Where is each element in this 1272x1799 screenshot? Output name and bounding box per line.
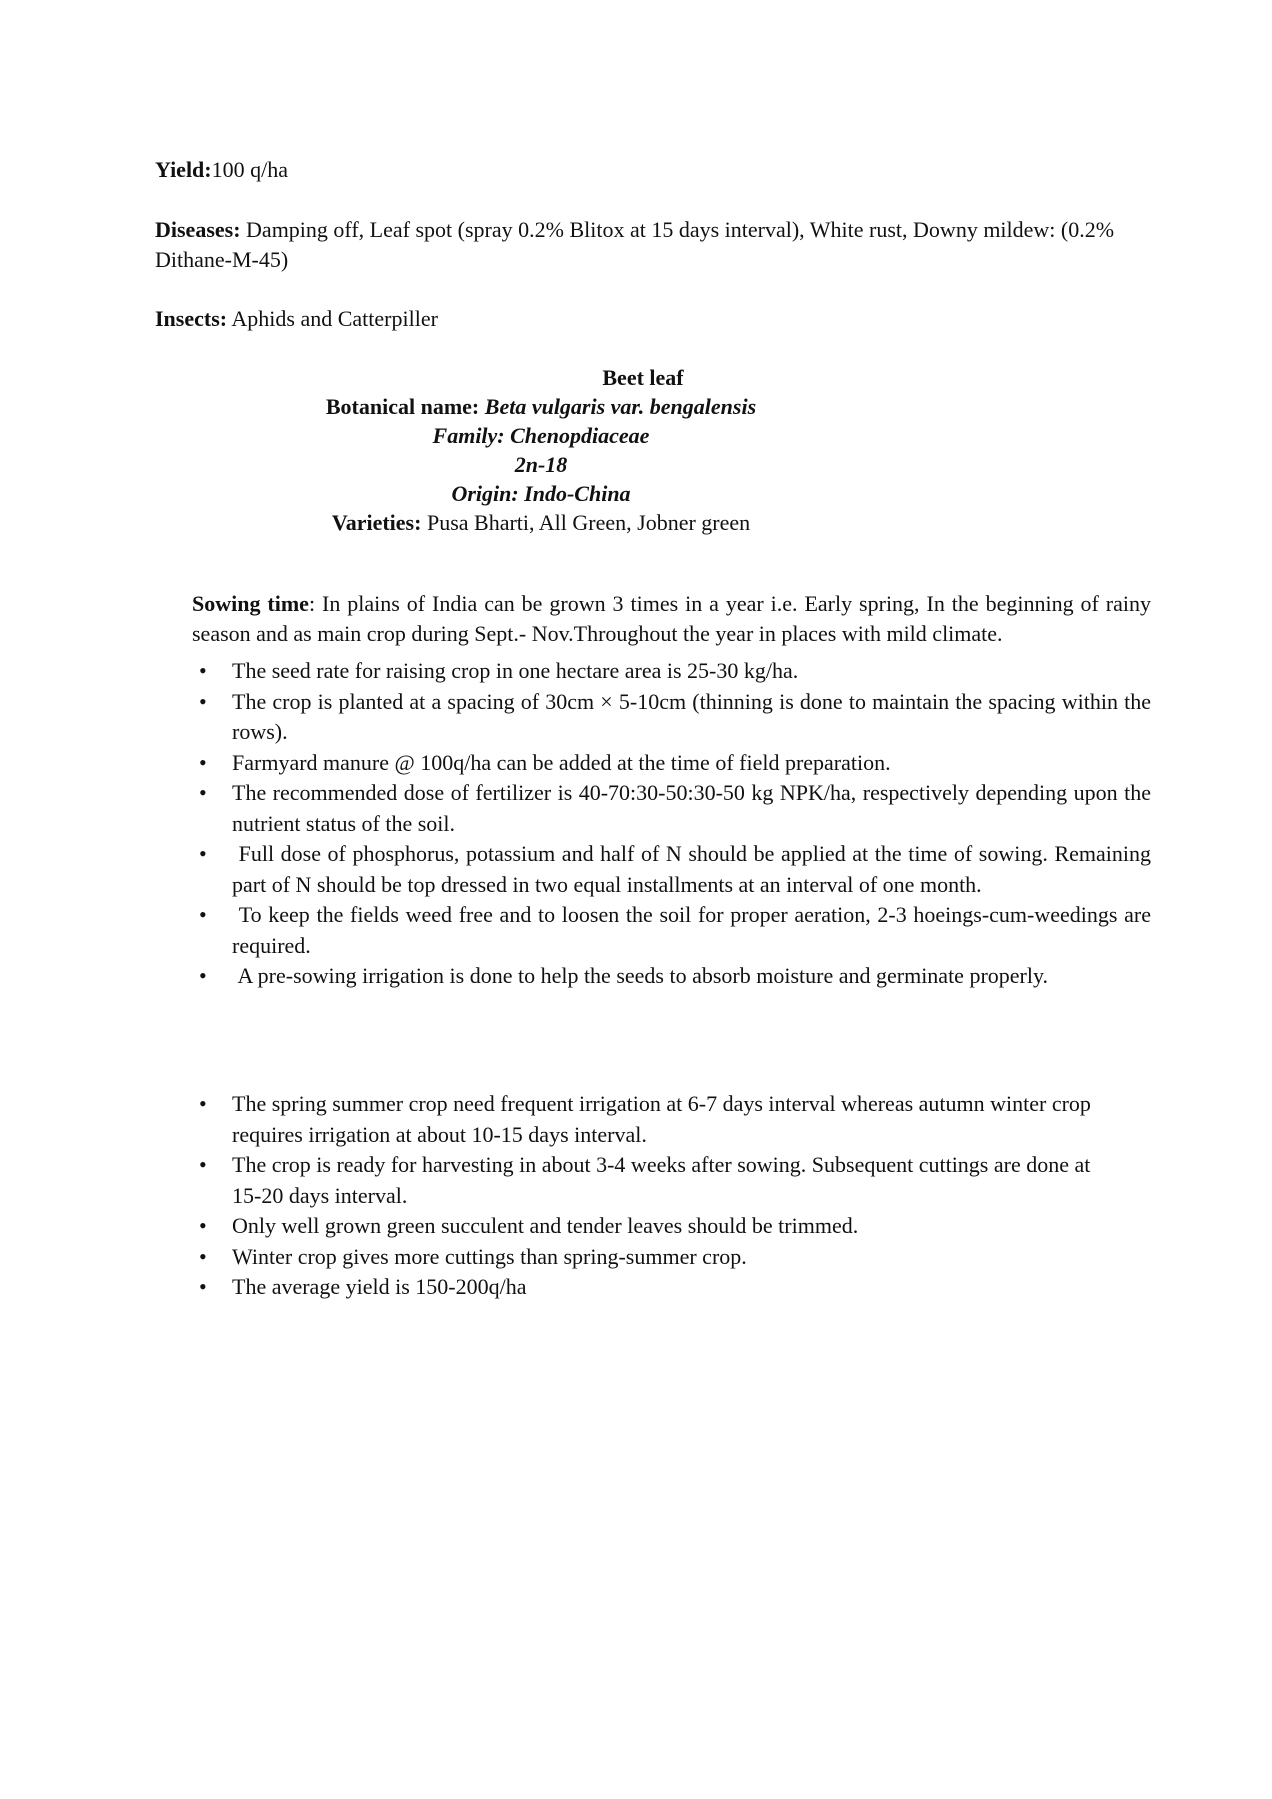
yield-line: [155, 155, 1115, 185]
chromosome: [241, 450, 841, 479]
list-item-text: Winter crop gives more cuttings than spring-summer crop.: [232, 1243, 747, 1269]
insects-label: Insects:: [155, 306, 228, 331]
list-item: [192, 961, 1151, 992]
list-item-text: Full dose of phosphorus, potassium and half of N should be applied at the time of sowing. Remaining part of N should be top dressed in two equal installments at an interval of one month.: [232, 841, 1157, 897]
varieties: [241, 508, 841, 537]
cultivation-list: [192, 656, 1157, 992]
bullet-icon: •: [199, 1213, 207, 1238]
sowing-value: : In plains of India can be grown 3 times in a year i.e. Early spring, In the beginning of rainy season and as main crop during Sept.- Nov.Throughout the year in places with mild climate.: [192, 591, 1151, 646]
list-item: [192, 1272, 1151, 1303]
varieties-label: Varieties:: [331, 510, 422, 535]
list-item-text: Farmyard manure @ 100q/ha can be added at the time of field preparation.: [232, 749, 891, 775]
sowing-label: Sowing time: [192, 591, 309, 616]
origin: [241, 479, 841, 508]
bullet-icon: •: [199, 688, 207, 714]
bullet-icon: •: [199, 1274, 207, 1299]
list-item: [192, 1211, 1151, 1242]
chromosome-text: 2n-18: [514, 452, 568, 477]
crop-title: Beet leaf: [602, 365, 684, 390]
bullet-icon: •: [199, 963, 207, 988]
crop-header: [241, 392, 841, 537]
list-item-text: A pre-sowing irrigation is done to help the seeds to absorb moisture and germinate properly.: [232, 963, 1049, 988]
bullet-icon: •: [199, 749, 207, 775]
bullet-icon: •: [199, 902, 207, 927]
origin-text: Origin: Indo-China: [451, 481, 631, 506]
list-item-text: The crop is ready for harvesting in about 3-4 weeks after sowing. Subsequent cuttings are done at 15-20 days interval.: [232, 1152, 1096, 1208]
bullet-icon: •: [199, 658, 207, 683]
yield-label: Yield:: [155, 157, 212, 182]
list-item: [192, 1242, 1151, 1273]
bullet-icon: •: [199, 841, 207, 866]
botanical-name: [241, 392, 841, 421]
botanical-value: Beta vulgaris var. bengalensis: [484, 394, 757, 419]
diseases-label: Diseases:: [155, 217, 241, 242]
family-text: Family: Chenopdiaceae: [432, 423, 650, 448]
list-item: [192, 687, 1157, 748]
bullet-icon: •: [199, 1091, 207, 1116]
list-item-text: The recommended dose of fertilizer is 40-70:30-50:30-50 kg NPK/ha, respectively depending upon the nutrient status of the soil.: [232, 780, 1157, 836]
list-item-text: The seed rate for raising crop in one hectare area is 25-30 kg/ha.: [232, 658, 799, 683]
sowing-paragraph: [192, 589, 1151, 648]
list-item-text: The average yield is 150-200q/ha: [232, 1274, 527, 1299]
insects-line: [155, 304, 1115, 334]
varieties-value: Pusa Bharti, All Green, Jobner green: [421, 510, 751, 535]
list-item: [192, 748, 1151, 779]
bullet-icon: •: [199, 780, 207, 805]
list-item: [192, 900, 1157, 961]
list-item: [192, 1150, 1151, 1211]
list-item-text: Only well grown green succulent and tender leaves should be trimmed.: [232, 1213, 859, 1238]
insects-value: Aphids and Catterpiller: [227, 306, 438, 331]
list-item: [192, 778, 1157, 839]
list-item-text: To keep the fields weed free and to loosen the soil for proper aeration, 2-3 hoeings-cum-weedings are required.: [232, 902, 1157, 958]
list-item: [192, 656, 1151, 687]
list-item-text: The spring summer crop need frequent irrigation at 6-7 days interval whereas autumn winter crop requires irrigation at about 10-15 days interval.: [232, 1091, 1097, 1147]
botanical-label: Botanical name:: [325, 394, 485, 419]
diseases-paragraph: [155, 215, 1130, 275]
diseases-value: Damping off, Leaf spot (spray 0.2% Blitox at 15 days interval), White rust, Downy mildew: (0.2% Dithane-M-45): [155, 217, 1115, 272]
list-item: [192, 839, 1157, 900]
bullet-icon: •: [199, 1243, 207, 1269]
family: [241, 421, 841, 450]
yield-value: 100 q/ha: [211, 157, 289, 182]
list-item: [192, 1089, 1151, 1150]
bullet-icon: •: [199, 1152, 207, 1177]
harvest-list: [192, 1089, 1151, 1303]
list-item-text: The crop is planted at a spacing of 30cm × 5-10cm (thinning is done to maintain the spacing within the rows).: [232, 688, 1157, 744]
